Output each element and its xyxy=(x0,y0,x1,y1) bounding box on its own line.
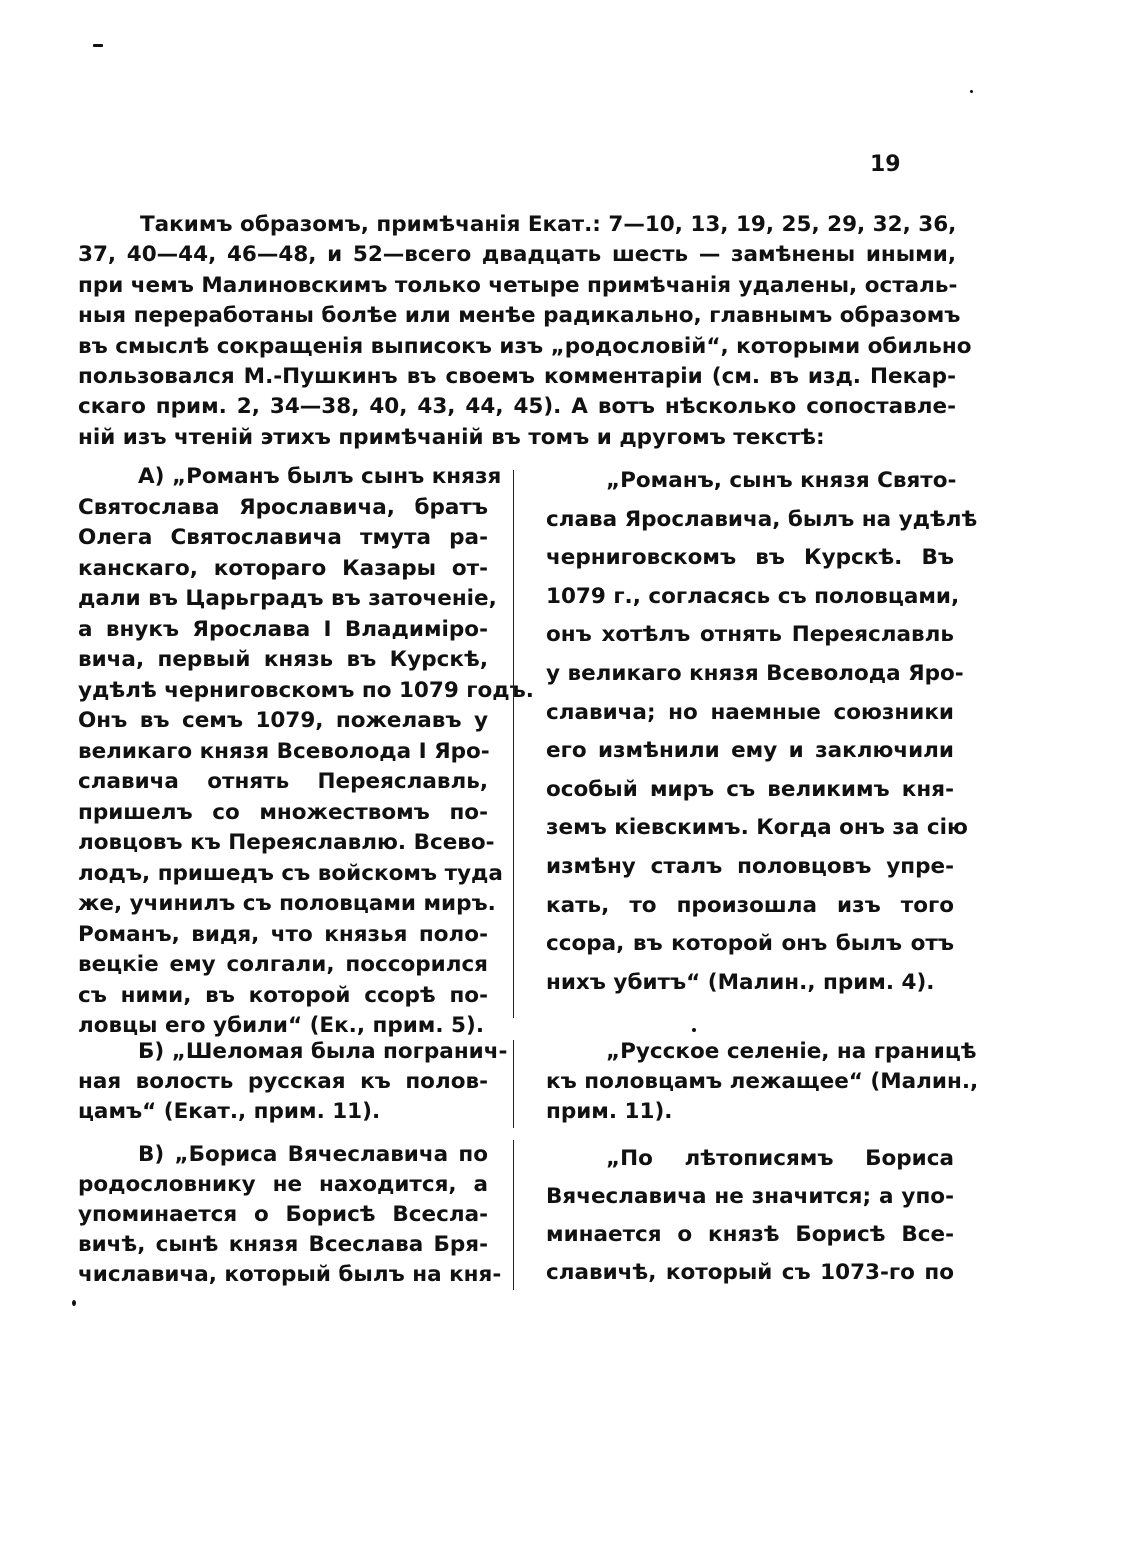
intro-line: Такимъ образомъ, примѣчанія Екат.: 7—10, 13, 19, 25, 29, 32, 36, xyxy=(140,212,957,237)
text-line: канскаго, котораго Казары от- xyxy=(78,555,488,581)
text-line: Романъ, видя, что князья поло- xyxy=(78,921,488,947)
intro-line: въ смыслѣ сокращенія выписокъ изъ „родословій“, которыми обильно xyxy=(78,333,972,359)
text-line: прим. 11). xyxy=(546,1099,673,1124)
intro-line: при чемъ Малиновскимъ только четыре примѣчанія удалены, осталь- xyxy=(78,272,958,298)
block-a-ekaterina-text xyxy=(78,462,534,1042)
text-line: же, учинилъ съ половцами миръ. xyxy=(78,891,496,916)
column-divider xyxy=(513,1040,514,1128)
intro-line: пользовался М.-Пушкинъ въ своемъ комментаріи (см. въ изд. Пекар- xyxy=(78,363,956,389)
text-line: лодъ, пришедъ съ войскомъ туда xyxy=(78,860,503,886)
text-line: ная волость русская къ полов- xyxy=(78,1069,488,1094)
text-line: ссора, въ которой онъ былъ отъ xyxy=(546,931,954,957)
text-line: Олега Святославича тмута ра- xyxy=(78,525,488,550)
text-line: Вячеславича не значится; а упо- xyxy=(546,1184,954,1209)
intro-line: ній изъ чтеній этихъ примѣчаній въ томъ и другомъ текстѣ: xyxy=(78,424,825,450)
text-line: В) „Бориса Вячеславича по xyxy=(138,1142,488,1167)
text-line: дали въ Царьградъ въ заточеніе, xyxy=(78,586,497,611)
text-line: великаго князя Всеволода I Яро- xyxy=(78,738,490,764)
text-line: Онъ въ семъ 1079, пожелавъ у xyxy=(78,708,488,733)
scan-speck xyxy=(72,1300,76,1306)
text-line: вича, первый князь въ Курскѣ, xyxy=(78,647,488,672)
text-line: Святослава Ярославича, братъ xyxy=(78,494,488,520)
block-c-ekaterina-text xyxy=(78,1140,502,1290)
text-line: пришелъ со множествомъ по- xyxy=(78,799,488,825)
text-line: слава Ярославича, былъ на удѣлѣ xyxy=(546,506,978,532)
column-divider xyxy=(513,1140,514,1290)
text-line: славича отнять Переяславль, xyxy=(78,769,488,794)
text-line: удѣлѣ черниговскомъ по 1079 годъ. xyxy=(78,677,534,703)
text-line: славичѣ, который съ 1073-го по xyxy=(546,1260,954,1285)
text-line: родословнику не находится, а xyxy=(78,1172,488,1197)
text-line: измѣну сталъ половцовъ упре- xyxy=(546,853,954,879)
intro-line: ныя переработаны болѣе или менѣе радикально, главнымъ образомъ xyxy=(78,303,961,329)
text-line: у великаго князя Всеволода Яро- xyxy=(546,660,964,686)
text-line: минается о князѣ Борисѣ Все- xyxy=(546,1222,954,1247)
text-line: ловцовъ къ Переяславлю. Всево- xyxy=(78,830,495,855)
text-line: его измѣнили ему и заключили xyxy=(546,738,954,764)
text-line: „Романъ, сынъ князя Свято- xyxy=(606,468,957,493)
text-line: 1079 г., согласясь съ половцами, xyxy=(546,583,960,609)
block-a-malinovsky-text xyxy=(546,462,978,1002)
intro-paragraph xyxy=(78,210,972,453)
block-c-malinovsky-text xyxy=(546,1140,954,1292)
text-line: „По лѣтописямъ Бориса xyxy=(606,1146,954,1171)
column-divider xyxy=(513,470,514,1018)
text-line: вецкіе ему солгали, поссорился xyxy=(78,952,488,977)
block-b-malinovsky-text xyxy=(546,1037,979,1127)
text-line: съ ними, въ которой ссорѣ по- xyxy=(78,982,488,1008)
scan-speck xyxy=(692,1028,696,1032)
text-line: земъ кіевскимъ. Когда онъ за сію xyxy=(546,815,968,841)
scan-speck xyxy=(970,90,973,93)
text-line: нихъ убитъ“ (Малин., прим. 4). xyxy=(546,969,935,995)
text-line: особый миръ съ великимъ кня- xyxy=(546,776,954,802)
text-line: числавича, который былъ на кня- xyxy=(78,1262,502,1287)
text-line: цамъ“ (Екат., прим. 11). xyxy=(78,1099,381,1124)
text-line: онъ хотѣлъ отнять Переяславль xyxy=(546,622,954,648)
text-line: къ половцамъ лежащее“ (Малин., xyxy=(546,1069,979,1094)
scan-speck xyxy=(93,44,103,47)
text-line: упоминается о Борисѣ Всесла- xyxy=(78,1202,488,1227)
block-b-ekaterina-text xyxy=(78,1037,508,1127)
text-line: а внукъ Ярослава I Владиміро- xyxy=(78,616,488,642)
text-line: вичѣ, сынѣ князя Всеслава Бря- xyxy=(78,1232,488,1257)
text-line: Б) „Шеломая была погранич- xyxy=(138,1039,508,1064)
text-line: А) „Романъ былъ сынъ князя xyxy=(138,464,502,489)
intro-line: 37, 40—44, 46—48, и 52—всего двадцать шесть — замѣнены иными, xyxy=(78,242,956,268)
text-line: кать, то произошла изъ того xyxy=(546,892,954,918)
intro-line: скаго прим. 2, 34—38, 40, 43, 44, 45). А вотъ нѣсколько сопоставле- xyxy=(78,394,956,420)
page-number: 19 xyxy=(870,152,901,177)
text-line: „Русское селеніе, на границѣ xyxy=(606,1039,977,1064)
text-line: славича; но наемные союзники xyxy=(546,699,954,725)
text-line: ловцы его убили“ (Ек., прим. 5). xyxy=(78,1013,484,1038)
text-line: черниговскомъ въ Курскѣ. Въ xyxy=(546,545,954,571)
